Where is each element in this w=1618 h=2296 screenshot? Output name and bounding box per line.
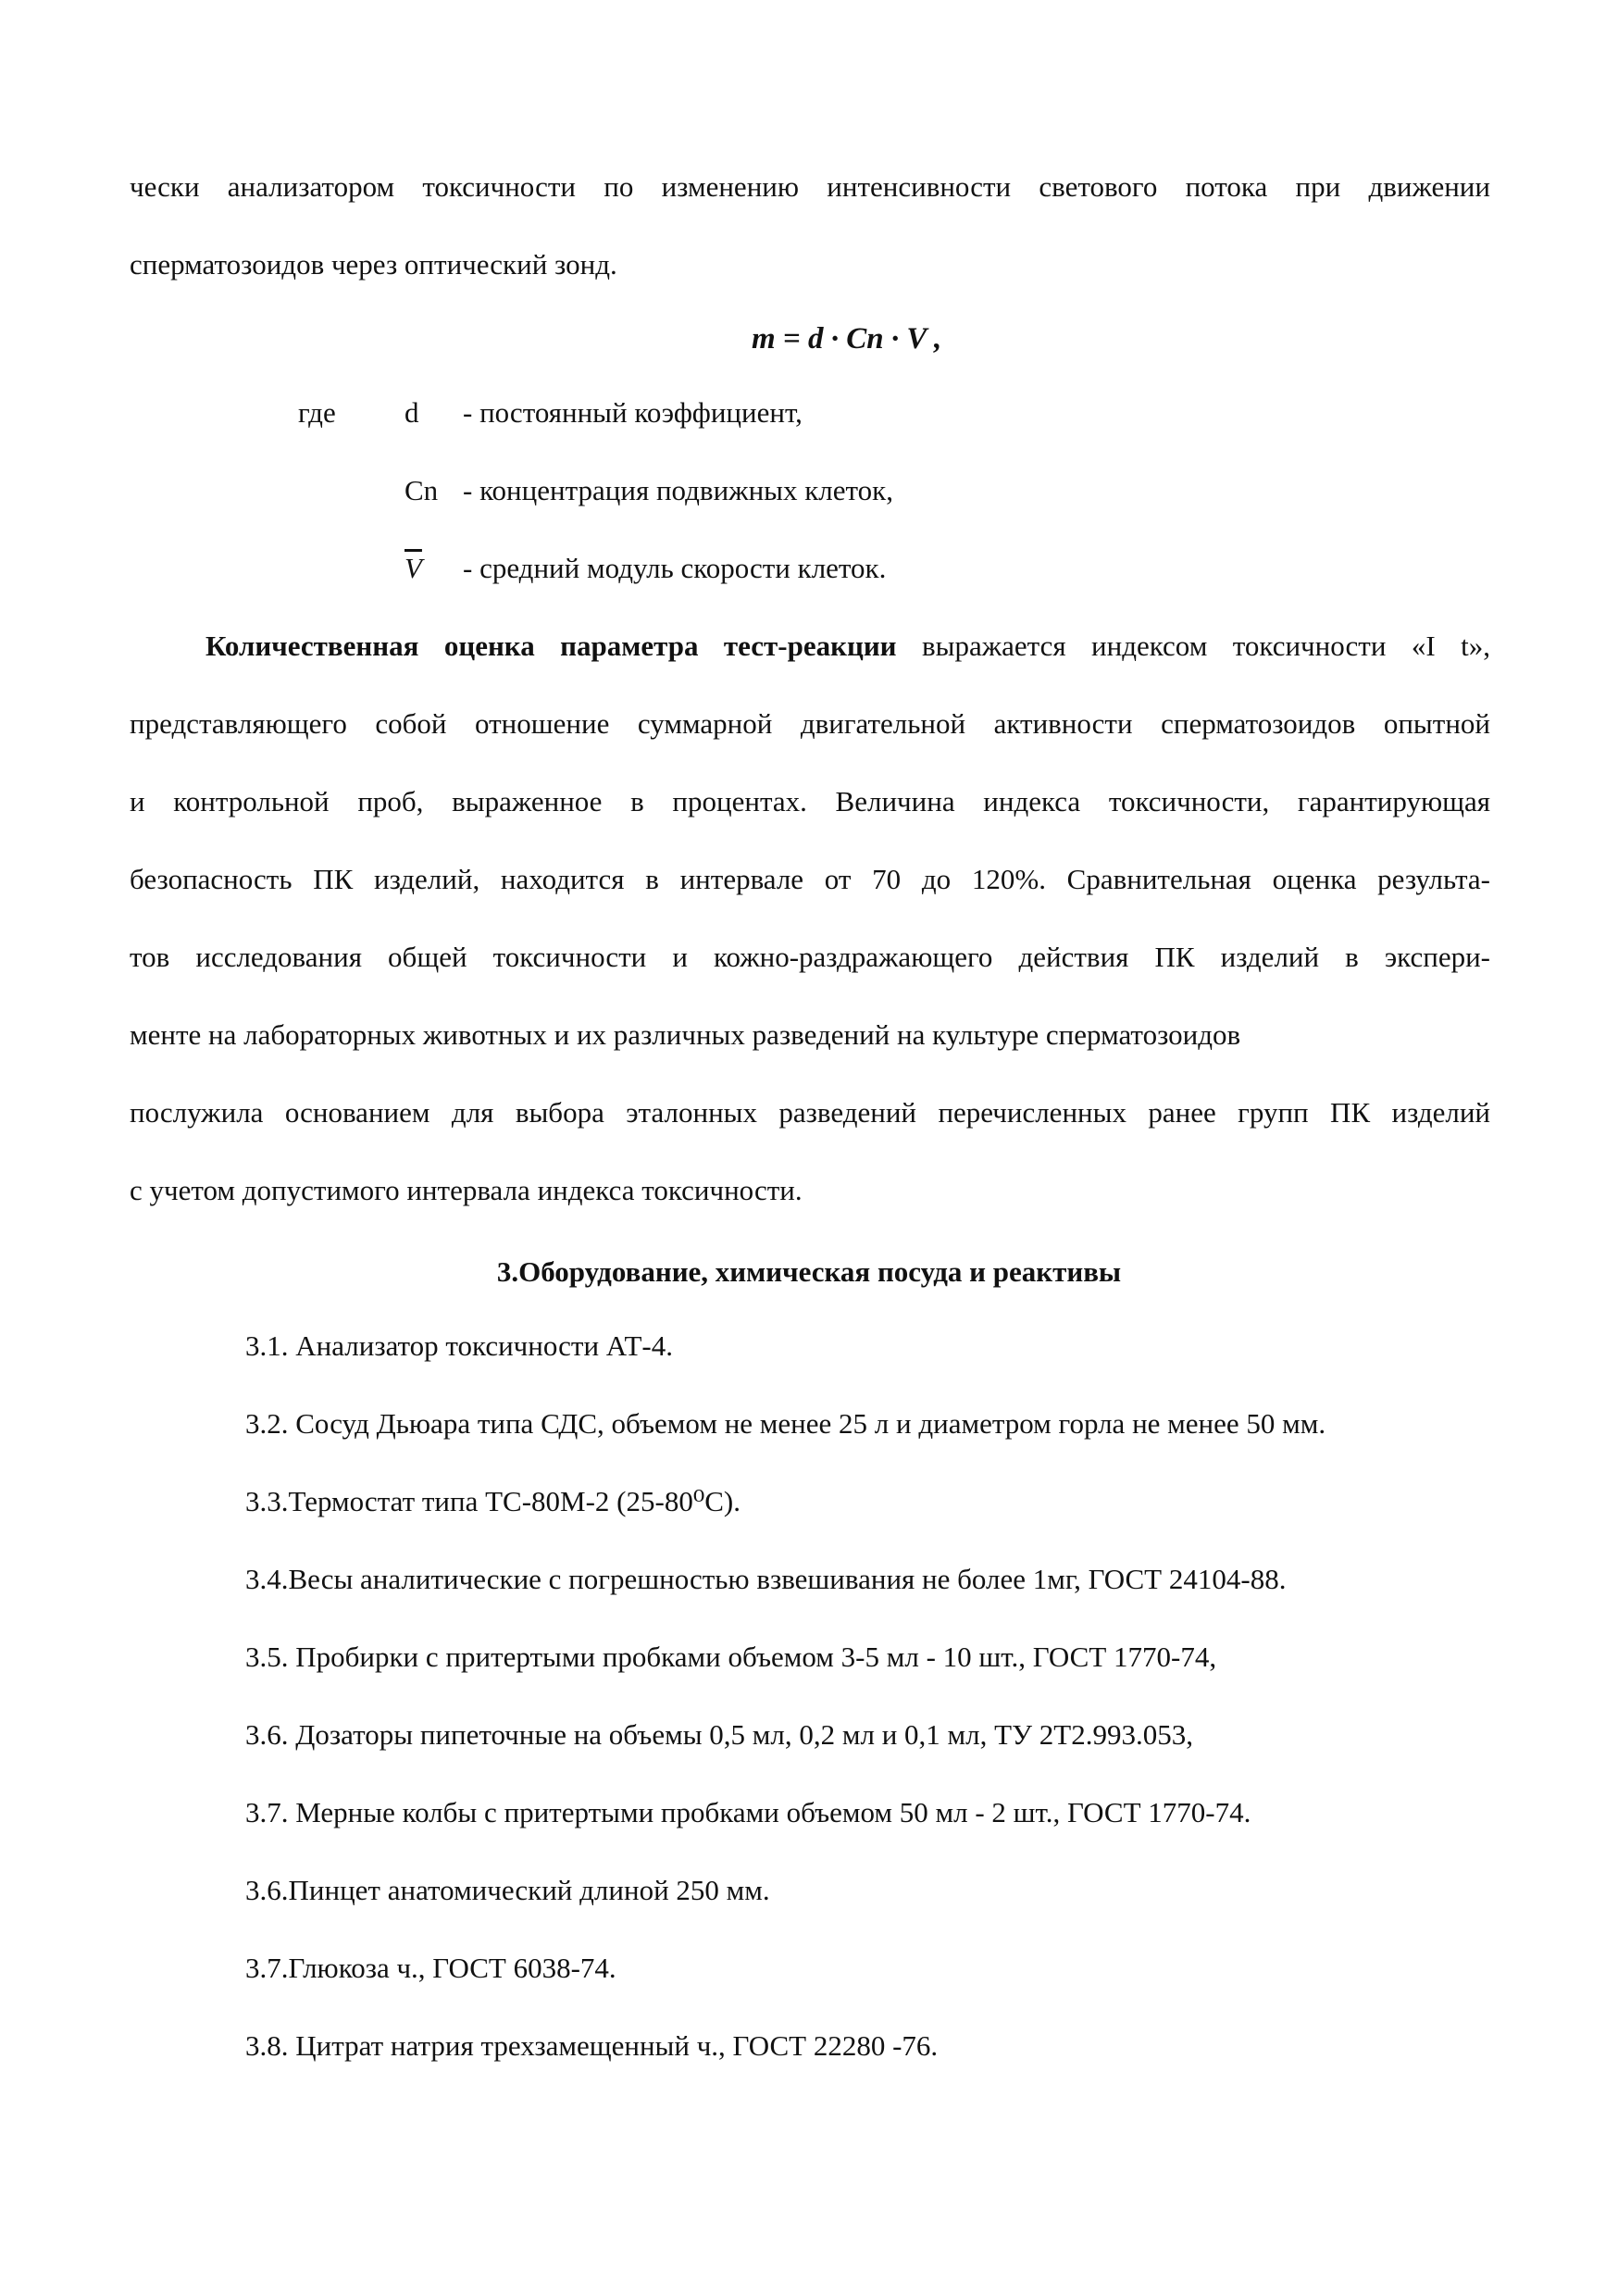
list-item: 3.2. Сосуд Дьюара типа СДС, объемом не менее 25 л и диаметром горла не менее 50 мм. — [245, 1407, 1326, 1440]
where-label: где — [298, 396, 336, 429]
paragraph-line: послужила основанием для выбора эталонных разведений перечисленных ранее групп ПК изделий — [130, 1096, 1490, 1129]
formula: m = d · Cn · V , — [752, 322, 942, 356]
paragraph-lead: Количественная оценка параметра тест-реакции — [205, 630, 897, 662]
paragraph-line: тов исследования общей токсичности и кожно-раздражающего действия ПК изделий в экспери- — [130, 941, 1490, 973]
body-text-line: чески анализатором токсичности по изменению интенсивности светового потока при движении — [130, 170, 1490, 203]
list-item: 3.4.Весы аналитические с погрешностью взвешивания не более 1мг, ГОСТ 24104-88. — [245, 1563, 1287, 1595]
section-heading: 3.Оборудование, химическая посуда и реактивы — [496, 1255, 1122, 1288]
list-item: 3.3.Термостат типа ТС-80М-2 (25-80⁰С). — [245, 1485, 741, 1517]
list-item: 3.6. Дозаторы пипеточные на объемы 0,5 мл, 0,2 мл и 0,1 мл, ТУ 2Т2.993.053, — [245, 1718, 1193, 1751]
definition-symbol-cn: Cn — [404, 474, 439, 506]
list-item: 3.5. Пробирки с притертыми пробками объемом 3-5 мл - 10 шт., ГОСТ 1770-74, — [245, 1641, 1217, 1673]
definition-text-v: - средний модуль скорости клеток. — [463, 552, 887, 584]
paragraph-line: безопасность ПК изделий, находится в интервале от 70 до 120%. Сравнительная оценка результа- — [130, 863, 1490, 895]
paragraph-line: с учетом допустимого интервала индекса токсичности. — [130, 1174, 803, 1206]
paragraph-line: представляющего собой отношение суммарной двигательной активности сперматозоидов опытной — [130, 707, 1490, 740]
list-item: 3.8. Цитрат натрия трехзамещенный ч., ГОСТ 22280 -76. — [245, 2029, 939, 2062]
definition-text-cn: - концентрация подвижных клеток, — [463, 474, 893, 506]
definition-symbol-v — [404, 552, 422, 585]
list-item: 3.1. Анализатор токсичности АТ-4. — [245, 1329, 673, 1362]
list-item: 3.7.Глюкоза ч., ГОСТ 6038-74. — [245, 1952, 616, 1984]
paragraph-lead-rest: выражается индексом токсичности «I t», — [896, 630, 1490, 662]
paragraph-line: менте на лабораторных животных и их различных разведений на культуре сперматозоидов — [130, 1018, 1241, 1051]
list-item: 3.7. Мерные колбы с притертыми пробками объемом 50 мл - 2 шт., ГОСТ 1770-74. — [245, 1796, 1251, 1828]
definition-text-d: - постоянный коэффициент, — [463, 396, 803, 429]
body-text-line: сперматозоидов через оптический зонд. — [130, 248, 617, 281]
list-item: 3.6.Пинцет анатомический длиной 250 мм. — [245, 1874, 770, 1906]
paragraph-first-line — [205, 630, 1490, 663]
paragraph-line: и контрольной проб, выраженное в процентах. Величина индекса токсичности, гарантирующая — [130, 785, 1490, 817]
definition-symbol-d: d — [404, 396, 419, 429]
v-bar-symbol: $\overline{V}$ — [404, 552, 422, 584]
